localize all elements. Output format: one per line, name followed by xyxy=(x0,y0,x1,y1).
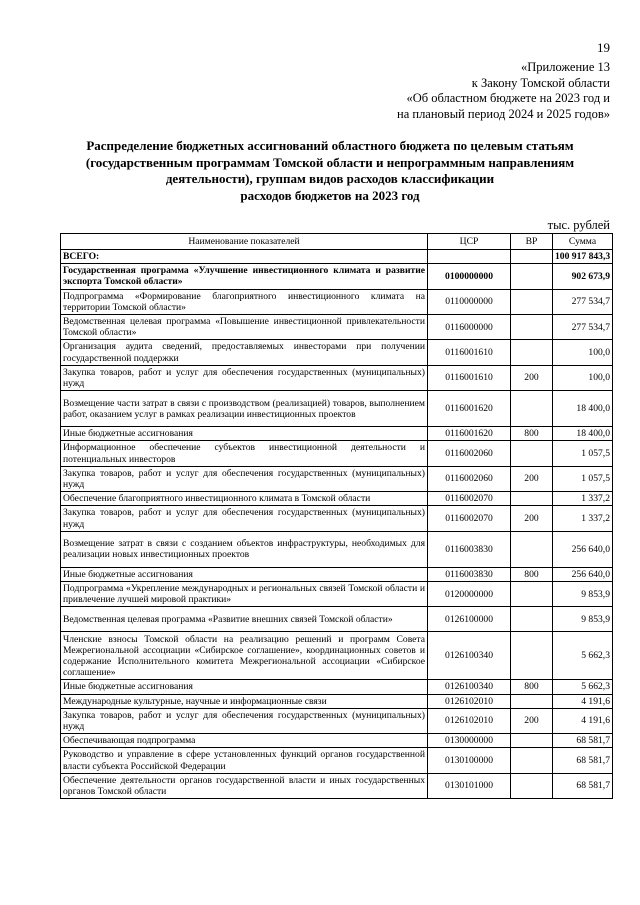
row-csr-cell: 0116002070 xyxy=(428,506,511,531)
table-row xyxy=(61,582,613,607)
document-title xyxy=(40,138,620,204)
table-row xyxy=(61,250,613,264)
row-sum-cell: 1 337,2 xyxy=(553,506,613,531)
title-line: расходов бюджетов на 2023 год xyxy=(240,187,420,203)
row-vr-cell xyxy=(511,748,553,773)
table-row xyxy=(61,734,613,748)
row-vr-cell: 200 xyxy=(511,708,553,733)
row-sum-cell: 256 640,0 xyxy=(553,531,613,567)
row-sum-cell: 18 400,0 xyxy=(553,427,613,441)
row-sum-cell: 68 581,7 xyxy=(553,748,613,773)
row-csr-cell: 0116000000 xyxy=(428,315,511,340)
row-vr-cell xyxy=(511,582,553,607)
row-sum-cell: 4 191,6 xyxy=(553,694,613,708)
table-row xyxy=(61,365,613,390)
table-body xyxy=(61,250,613,799)
row-name-cell: Руководство и управление в сфере установленных функций органов государственной власти субъекта Российской Федерации xyxy=(61,748,428,773)
row-vr-cell xyxy=(511,441,553,466)
row-name-cell: Информационное обеспечение субъектов инвестиционной деятельности и потенциальных инвесторов xyxy=(61,441,428,466)
title-line: Распределение бюджетных ассигнований областного бюджета по целевым статьям xyxy=(86,138,574,153)
row-vr-cell xyxy=(511,531,553,567)
appendix-line: к Закону Томской области xyxy=(471,75,610,90)
row-name-cell: Ведомственная целевая программа «Повышение инвестиционной привлекательности Томской области» xyxy=(61,315,428,340)
row-csr-cell: 0116002060 xyxy=(428,466,511,491)
row-vr-cell xyxy=(511,340,553,365)
column-header-vr: ВР xyxy=(511,234,553,250)
table-row xyxy=(61,289,613,314)
table-row xyxy=(61,694,613,708)
title-line: деятельности), группам видов расходов классификации xyxy=(165,171,495,186)
table-row xyxy=(61,632,613,680)
row-csr-cell: 0116001610 xyxy=(428,340,511,365)
row-name-cell: Иные бюджетные ассигнования xyxy=(61,567,428,581)
row-vr-cell xyxy=(511,289,553,314)
row-csr-cell: 0126100340 xyxy=(428,632,511,680)
row-csr-cell: 0116002060 xyxy=(428,441,511,466)
row-sum-cell: 5 662,3 xyxy=(553,632,613,680)
appendix-line: на плановый период 2024 и 2025 годов» xyxy=(397,106,610,121)
row-name-cell: Членские взносы Томской области на реализацию решений и программ Совета Межрегиональной ассоциации «Сибирское соглашение», координационных советов и содержание Исполнительного комитета Межрегиональной ассоциации «Сибирское соглашение» xyxy=(61,632,428,680)
appendix-line: «Об областном бюджете на 2023 год и xyxy=(406,91,610,105)
row-sum-cell: 902 673,9 xyxy=(553,264,613,289)
row-sum-cell: 9 853,9 xyxy=(553,582,613,607)
row-name-cell: Иные бюджетные ассигнования xyxy=(61,680,428,694)
row-vr-cell xyxy=(511,264,553,289)
row-name-cell: Ведомственная целевая программа «Развитие внешних связей Томской области» xyxy=(61,607,428,632)
row-csr-cell: 0130100000 xyxy=(428,748,511,773)
row-name-cell: Закупка товаров, работ и услуг для обеспечения государственных (муниципальных) нужд xyxy=(61,506,428,531)
row-vr-cell: 800 xyxy=(511,567,553,581)
row-sum-cell: 4 191,6 xyxy=(553,708,613,733)
row-vr-cell xyxy=(511,492,553,506)
row-sum-cell: 100,0 xyxy=(553,365,613,390)
row-csr-cell xyxy=(428,250,511,264)
column-header-name: Наименование показателей xyxy=(61,234,428,250)
row-sum-cell: 18 400,0 xyxy=(553,391,613,427)
row-csr-cell: 0116001620 xyxy=(428,427,511,441)
row-name-cell: ВСЕГО: xyxy=(61,250,428,264)
table-row xyxy=(61,340,613,365)
row-csr-cell: 0120000000 xyxy=(428,582,511,607)
row-csr-cell: 0110000000 xyxy=(428,289,511,314)
row-sum-cell: 256 640,0 xyxy=(553,567,613,581)
row-vr-cell xyxy=(511,694,553,708)
row-sum-cell: 100 917 843,3 xyxy=(553,250,613,264)
table-row xyxy=(61,607,613,632)
row-name-cell: Государственная программа «Улучшение инвестиционного климата и развитие экспорта Томской области» xyxy=(61,264,428,289)
table-row xyxy=(61,680,613,694)
row-sum-cell: 100,0 xyxy=(553,340,613,365)
row-csr-cell: 0126100000 xyxy=(428,607,511,632)
row-sum-cell: 5 662,3 xyxy=(553,680,613,694)
row-vr-cell: 200 xyxy=(511,365,553,390)
row-csr-cell: 0116001620 xyxy=(428,391,511,427)
row-csr-cell: 0116001610 xyxy=(428,365,511,390)
row-name-cell: Международные культурные, научные и информационные связи xyxy=(61,694,428,708)
row-sum-cell: 68 581,7 xyxy=(553,773,613,798)
row-name-cell: Обеспечение благоприятного инвестиционного климата в Томской области xyxy=(61,492,428,506)
table-row xyxy=(61,531,613,567)
row-csr-cell: 0116003830 xyxy=(428,567,511,581)
table-row xyxy=(61,506,613,531)
row-csr-cell: 0100000000 xyxy=(428,264,511,289)
table-row xyxy=(61,441,613,466)
page-number: 19 xyxy=(597,40,610,55)
column-header-sum: Сумма xyxy=(553,234,613,250)
row-vr-cell xyxy=(511,250,553,264)
row-vr-cell xyxy=(511,734,553,748)
row-sum-cell: 9 853,9 xyxy=(553,607,613,632)
row-name-cell: Возмещение части затрат в связи с производством (реализацией) товаров, выполнением работ, оказанием услуг в рамках реализации инвестиционных проектов xyxy=(61,391,428,427)
row-name-cell: Обеспечивающая подпрограмма xyxy=(61,734,428,748)
table-row xyxy=(61,492,613,506)
row-sum-cell: 277 534,7 xyxy=(553,289,613,314)
table-row xyxy=(61,427,613,441)
row-vr-cell xyxy=(511,391,553,427)
table-row xyxy=(61,773,613,798)
row-sum-cell: 1 337,2 xyxy=(553,492,613,506)
row-csr-cell: 0116003830 xyxy=(428,531,511,567)
budget-table xyxy=(60,233,613,799)
appendix-line: «Приложение 13 xyxy=(521,60,610,74)
column-header-csr: ЦСР xyxy=(428,234,511,250)
row-vr-cell: 200 xyxy=(511,506,553,531)
row-sum-cell: 1 057,5 xyxy=(553,466,613,491)
row-name-cell: Возмещение затрат в связи с созданием объектов инфраструктуры, необходимых для реализации новых инвестиционных проектов xyxy=(61,531,428,567)
row-name-cell: Закупка товаров, работ и услуг для обеспечения государственных (муниципальных) нужд xyxy=(61,365,428,390)
row-name-cell: Обеспечение деятельности органов государственной власти и иных государственных органов Томской области xyxy=(61,773,428,798)
row-csr-cell: 0126102010 xyxy=(428,708,511,733)
row-vr-cell xyxy=(511,773,553,798)
row-csr-cell: 0126102010 xyxy=(428,694,511,708)
row-sum-cell: 277 534,7 xyxy=(553,315,613,340)
table-header-row xyxy=(61,234,613,250)
row-vr-cell xyxy=(511,632,553,680)
row-name-cell: Закупка товаров, работ и услуг для обеспечения государственных (муниципальных) нужд xyxy=(61,466,428,491)
row-vr-cell xyxy=(511,315,553,340)
row-vr-cell xyxy=(511,607,553,632)
row-vr-cell: 800 xyxy=(511,680,553,694)
row-vr-cell: 200 xyxy=(511,466,553,491)
table-row xyxy=(61,315,613,340)
row-csr-cell: 0130000000 xyxy=(428,734,511,748)
table-row xyxy=(61,748,613,773)
row-vr-cell: 800 xyxy=(511,427,553,441)
row-csr-cell: 0126100340 xyxy=(428,680,511,694)
table-row xyxy=(61,391,613,427)
title-line: (государственным программам Томской области и непрограммным направлениям xyxy=(85,154,575,170)
row-sum-cell: 68 581,7 xyxy=(553,734,613,748)
row-name-cell: Подпрограмма «Формирование благоприятного инвестиционного климата на территории Томской области» xyxy=(61,289,428,314)
row-name-cell: Иные бюджетные ассигнования xyxy=(61,427,428,441)
table-row xyxy=(61,567,613,581)
appendix-header xyxy=(397,60,610,122)
units-label: тыс. рублей xyxy=(547,218,610,232)
row-csr-cell: 0116002070 xyxy=(428,492,511,506)
table-row xyxy=(61,264,613,289)
row-sum-cell: 1 057,5 xyxy=(553,441,613,466)
row-name-cell: Организация аудита сведений, предоставляемых инвесторами при получении государственной поддержки xyxy=(61,340,428,365)
table-row xyxy=(61,708,613,733)
row-csr-cell: 0130101000 xyxy=(428,773,511,798)
row-name-cell: Закупка товаров, работ и услуг для обеспечения государственных (муниципальных) нужд xyxy=(61,708,428,733)
table-row xyxy=(61,466,613,491)
row-name-cell: Подпрограмма «Укрепление международных и региональных связей Томской области и привлечение лучшей мировой практики» xyxy=(61,582,428,607)
